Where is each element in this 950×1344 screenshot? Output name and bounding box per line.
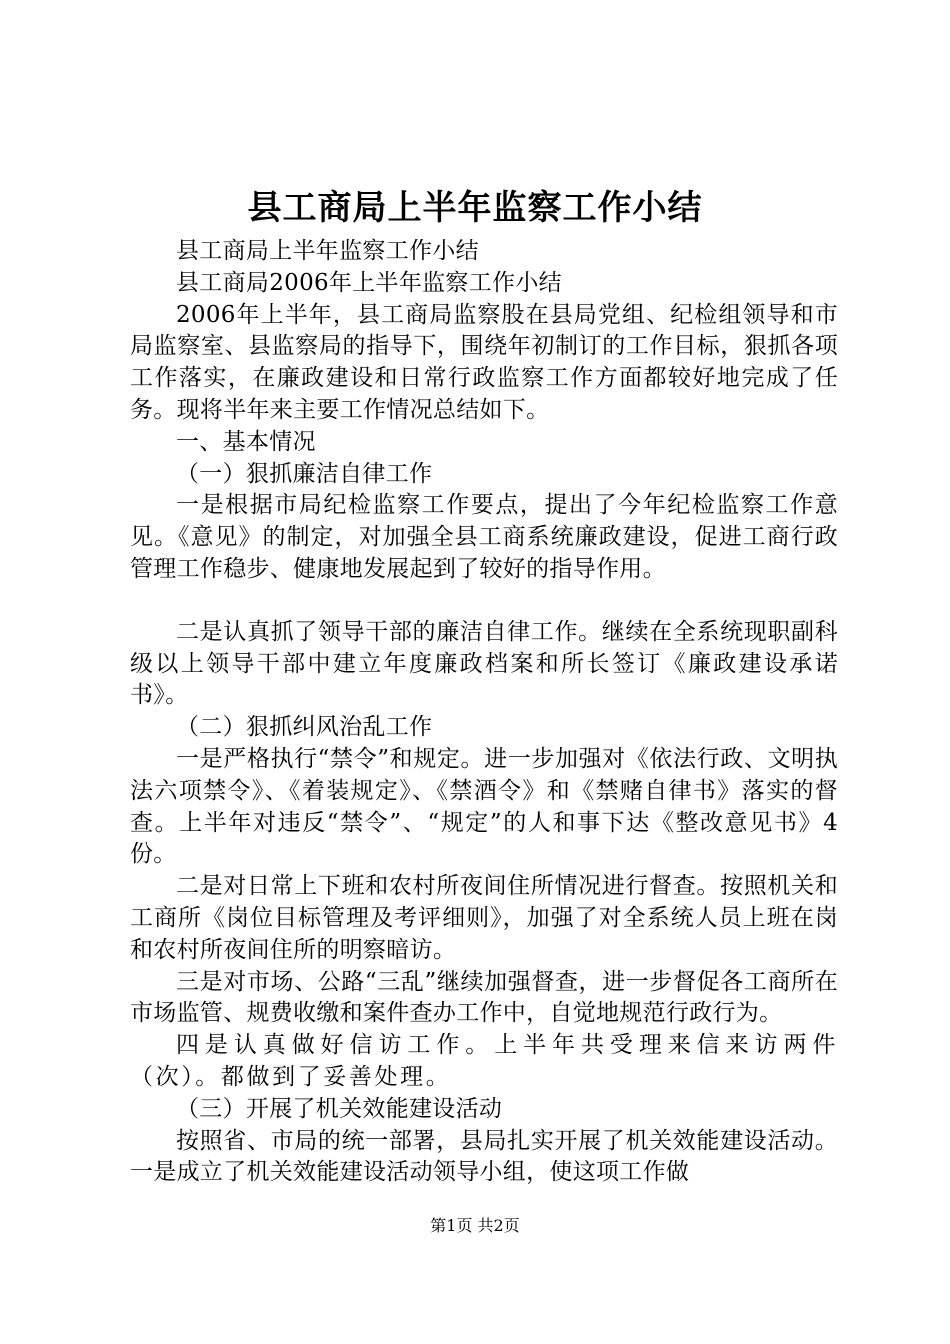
document-title: 县工商局上半年监察工作小结	[247, 188, 703, 228]
paragraph-subtitle: 县工商局上半年监察工作小结	[176, 238, 479, 264]
subsection-heading-2: （二）狠抓纠风治乱工作	[176, 714, 433, 741]
paragraph-item: 三是对市场、公路“三乱”继续加强督查，进一步督促各工商所在市场监管、规费收缴和案件查办工作中，自觉地规范行政行为。	[130, 968, 838, 1027]
subsection-heading-3: （三）开展了机关效能建设活动	[176, 1095, 503, 1122]
document-body	[130, 236, 838, 1189]
paragraph-item: 二是认真抓了领导干部的廉洁自律工作。继续在全系统现职副科级以上领导干部中建立年度廉政档案和所长签订《廉政建设承诺书》。	[130, 618, 838, 709]
section-heading-basic: 一、基本情况	[176, 428, 316, 455]
paragraph-item: 一是根据市局纪检监察工作要点，提出了今年纪检监察工作意见。《意见》的制定，对加强全县工商系统廉政建设，促进工商行政管理工作稳步、健康地发展起到了较好的指导作用。	[130, 492, 838, 582]
paragraph-gap	[130, 586, 838, 617]
paragraph-item: 一是严格执行“禁令”和规定。进一步加强对《依法行政、文明执法六项禁令》、《着装规定》、《禁酒令》和《禁赌自律书》落实的督查。上半年对违反“禁令”、“规定”的人和事下达《整改意见书》4份。	[130, 745, 838, 868]
paragraph-report-title: 县工商局2006年上半年监察工作小结	[176, 269, 562, 296]
paragraph-item: 二是对日常上下班和农村所夜间住所情况进行督查。按照机关和工商所《岗位目标管理及考评细则》，加强了对全系统人员上班在岗和农村所夜间住所的明察暗访。	[130, 873, 838, 963]
subsection-heading-1: （一）狠抓廉洁自律工作	[176, 460, 433, 487]
paragraph-intro: 2006年上半年，县工商局监察股在县局党组、纪检组领导和市局监察室、县监察局的指导下，围绕年初制订的工作目标，狠抓各项工作落实，在廉政建设和日常行政监察工作方面都较好地完成了任务。现将半年来主要工作情况总结如下。	[130, 301, 838, 423]
paragraph-item: 四是认真做好信访工作。上半年共受理来信来访两件（次）。都做到了妥善处理。	[130, 1032, 838, 1090]
paragraph-item: 按照省、市局的统一部署，县局扎实开展了机关效能建设活动。一是成立了机关效能建设活动领导小组，使这项工作做	[130, 1127, 838, 1186]
page-footer: 第1页 共2页	[430, 1216, 520, 1235]
